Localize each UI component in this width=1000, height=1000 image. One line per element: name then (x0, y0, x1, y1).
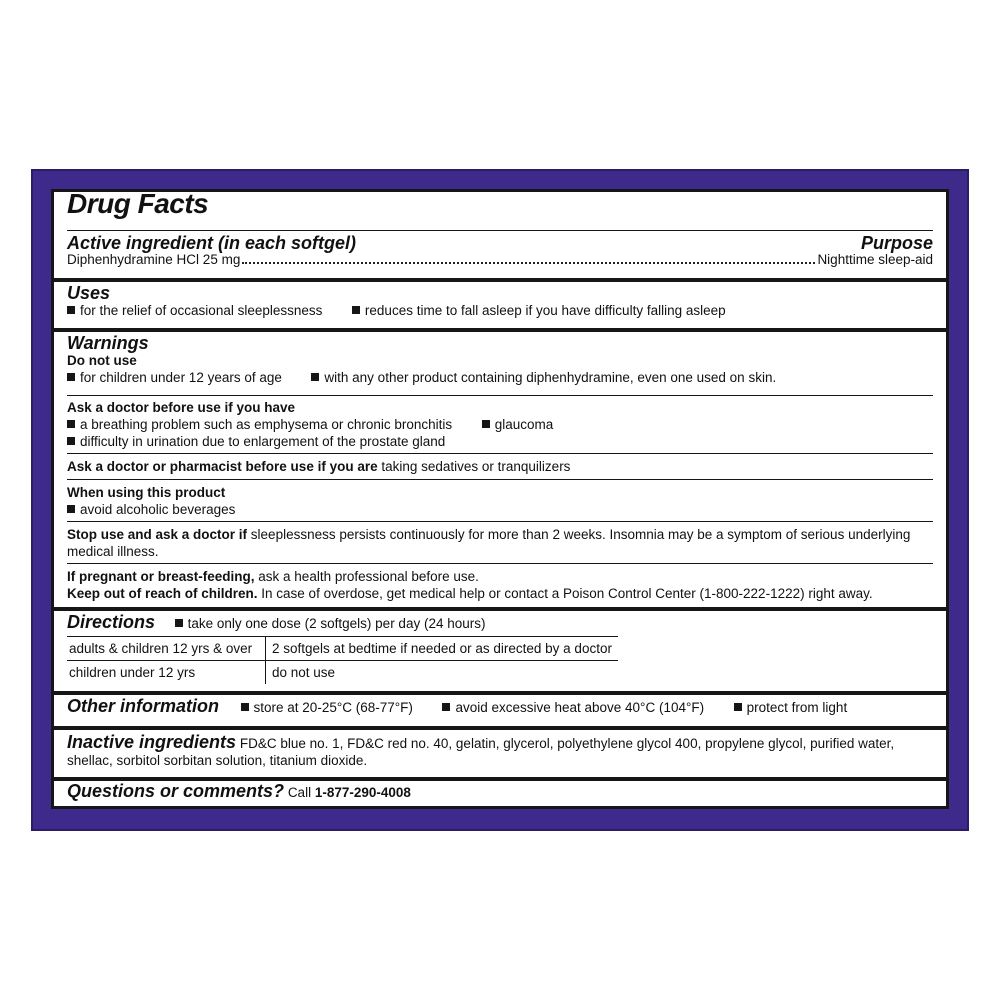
section-divider (53, 607, 947, 611)
bullet-icon (482, 420, 490, 428)
directions-intro: take only one dose (2 softgels) per day (24 hours) (187, 616, 486, 631)
bullet-icon (442, 703, 450, 711)
pregnant-text: ask a health professional before use. (254, 569, 479, 584)
directions-section (67, 614, 933, 684)
ask-doctor-item: glaucoma (494, 417, 554, 432)
divider (67, 563, 933, 564)
bullet-icon (352, 306, 360, 314)
divider (67, 479, 933, 480)
bullet-icon (311, 373, 319, 381)
bullet-icon (734, 703, 742, 711)
bullet-icon (67, 437, 75, 445)
directions-heading: Directions (67, 612, 156, 632)
divider (67, 230, 933, 231)
section-divider (53, 726, 947, 730)
inactive-ingredients-section (67, 734, 933, 769)
do-not-use-heading: Do not use (67, 353, 137, 368)
ask-doctor-item: difficulty in urination due to enlargement of the prostate gland (80, 434, 446, 449)
keep-out-text: In case of overdose, get medical help or contact a Poison Control Center (1-800-222-1222) right away. (257, 586, 873, 601)
ask-pharmacist-heading: Ask a doctor or pharmacist before use if you are (67, 459, 378, 474)
purpose-heading: Purpose (860, 233, 933, 253)
other-information-heading: Other information (67, 696, 219, 716)
active-ingredient-heading: Active ingredient (in each softgel) (67, 233, 357, 253)
directions-who: adults & children 12 yrs & over (67, 637, 266, 661)
uses-item: reduces time to fall asleep if you have difficulty falling asleep (364, 303, 726, 318)
when-using-section (67, 484, 933, 518)
inactive-ingredients-text: FD&C blue no. 1, FD&C red no. 40, gelatin, glycerol, polyethylene glycol 400, propylene glycol, purified water, shellac, sorbitol sorbitan solution, titanium dioxide. (67, 736, 895, 768)
other-information-section (67, 698, 933, 716)
do-not-use-item: with any other product containing diphenhydramine, even one used on skin. (324, 370, 777, 385)
section-divider (53, 691, 947, 695)
other-item: store at 20-25°C (68-77°F) (253, 700, 413, 715)
section-divider (53, 278, 947, 282)
ask-pharmacist-text: taking sedatives or tranquilizers (377, 459, 571, 474)
questions-section (67, 783, 933, 801)
ask-pharmacist-section (67, 458, 933, 475)
warnings-section (67, 335, 933, 386)
bullet-icon (241, 703, 249, 711)
section-divider (53, 328, 947, 332)
title-text: Drug Facts (67, 188, 209, 219)
table-row (67, 661, 618, 685)
when-using-item: avoid alcoholic beverages (80, 502, 236, 517)
divider (67, 521, 933, 522)
uses-heading: Uses (67, 283, 111, 303)
questions-call: Call (287, 785, 312, 800)
drug-facts-title (67, 188, 933, 219)
active-ingredient-purpose: Nighttime sleep-aid (817, 252, 933, 267)
bullet-icon (67, 373, 75, 381)
inactive-ingredients-heading: Inactive ingredients (67, 732, 237, 752)
stop-use-section (67, 526, 933, 560)
stop-use-text: sleeplessness persists continuously for more than 2 weeks. Insomnia may be a symptom of serious underlying medical illness. (67, 527, 911, 559)
bullet-icon (175, 619, 183, 627)
other-item: protect from light (746, 700, 848, 715)
ask-doctor-item: a breathing problem such as emphysema or chronic bronchitis (80, 417, 453, 432)
ask-doctor-section (67, 399, 933, 450)
active-ingredient-section (67, 235, 933, 268)
bullet-icon (67, 306, 75, 314)
keep-out-heading: Keep out of reach of children. (67, 586, 258, 601)
divider (67, 453, 933, 454)
stop-use-heading: Stop use and ask a doctor if (67, 527, 248, 542)
directions-table (67, 636, 618, 684)
uses-item: for the relief of occasional sleeplessness (80, 303, 323, 318)
table-row (67, 637, 618, 661)
warnings-heading: Warnings (67, 333, 149, 353)
directions-dose: do not use (266, 661, 618, 685)
pregnant-heading: If pregnant or breast-feeding, (67, 569, 255, 584)
directions-dose: 2 softgels at bedtime if needed or as directed by a doctor (266, 637, 618, 661)
other-item: avoid excessive heat above 40°C (104°F) (455, 700, 705, 715)
do-not-use-item: for children under 12 years of age (80, 370, 282, 385)
pregnancy-section (67, 568, 933, 602)
drug-facts-label (53, 189, 947, 812)
leader-dots (242, 262, 815, 264)
directions-who: children under 12 yrs (67, 661, 266, 685)
questions-phone: 1-877-290-4008 (314, 785, 411, 800)
active-ingredient-name: Diphenhydramine HCl 25 mg (67, 252, 241, 267)
questions-heading: Questions or comments? (67, 781, 285, 801)
uses-section (67, 285, 933, 319)
bullet-icon (67, 420, 75, 428)
ask-doctor-heading: Ask a doctor before use if you have (67, 400, 296, 415)
bullet-icon (67, 505, 75, 513)
when-using-heading: When using this product (67, 485, 226, 500)
divider (67, 395, 933, 396)
